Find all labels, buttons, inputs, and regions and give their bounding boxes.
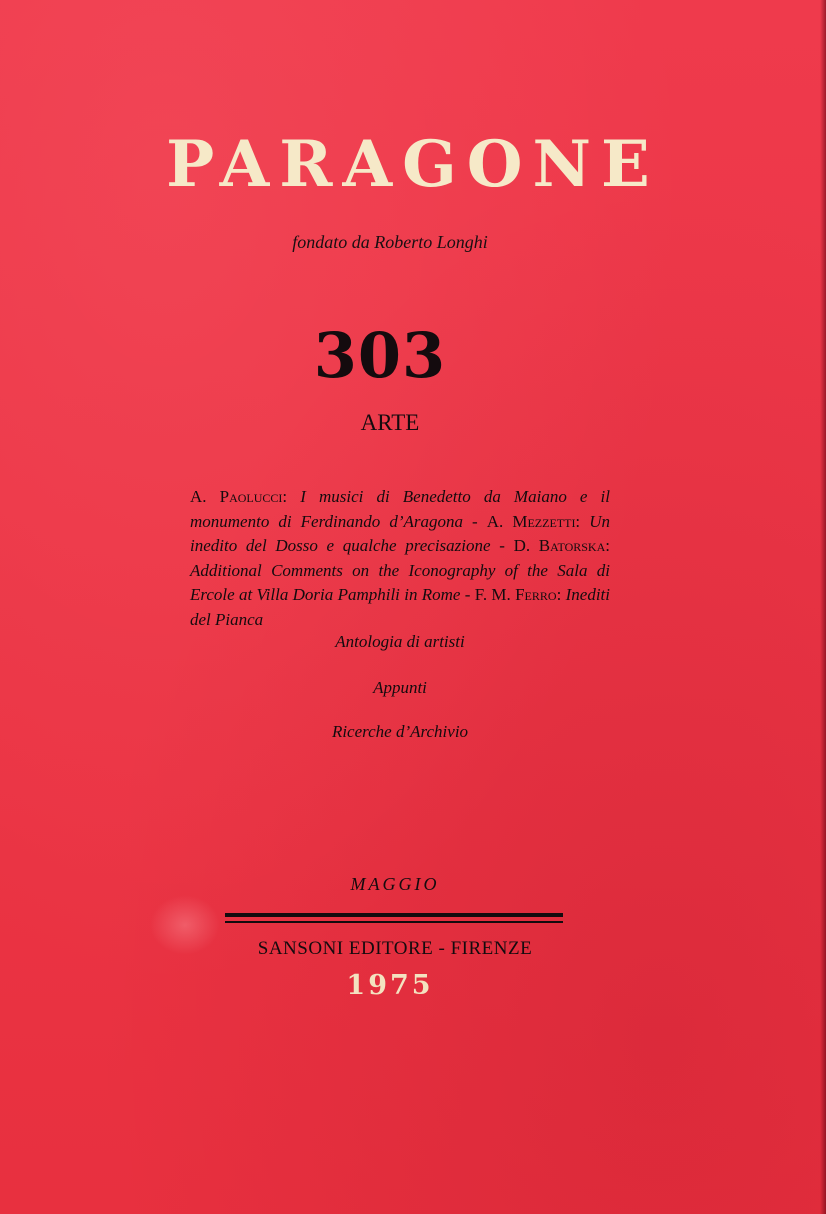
entry-author: D. Batorska: — [513, 536, 610, 555]
rubric-ricerche: Ricerche d’Archivio — [331, 722, 469, 741]
entry-separator: - — [460, 585, 475, 604]
entry-separator: - — [490, 536, 514, 555]
entry-separator: - — [463, 511, 487, 531]
magazine-title: PARAGONE — [166, 127, 660, 202]
issue-month: MAGGIO — [350, 874, 440, 894]
divider-rule-thick — [225, 913, 563, 917]
entry-author: A. Paolucci: — [190, 487, 288, 506]
publisher-line: SANSONI EDITORE - FIRENZE — [257, 938, 533, 959]
founder-line: fondato da Roberto Longhi — [292, 232, 488, 252]
entry-title: Additional Comments on the Iconography of the Sala di Ercole at Villa Doria Pamphili in Rome — [190, 560, 610, 604]
entry-author: A. Mezzetti: — [486, 511, 581, 531]
entry-title: I musici di Benedetto da Maiano e il monumento di Ferdinando d’Aragona — [190, 487, 610, 531]
divider-rule-thin — [225, 921, 563, 923]
entry-author: F. M. Ferro: — [474, 585, 562, 604]
issue-number: 303 — [313, 319, 447, 392]
table-of-contents — [190, 485, 610, 632]
entry-title: Inediti del Pianca — [190, 585, 611, 629]
entry-title: Un inedito del Dosso e qualche precisazione — [190, 511, 611, 555]
rubric-antologia: Antologia di artisti — [335, 632, 465, 651]
rubric-appunti: Appunti — [373, 678, 427, 697]
section-label: ARTE — [360, 410, 420, 435]
publication-year: 1975 — [346, 970, 434, 1001]
